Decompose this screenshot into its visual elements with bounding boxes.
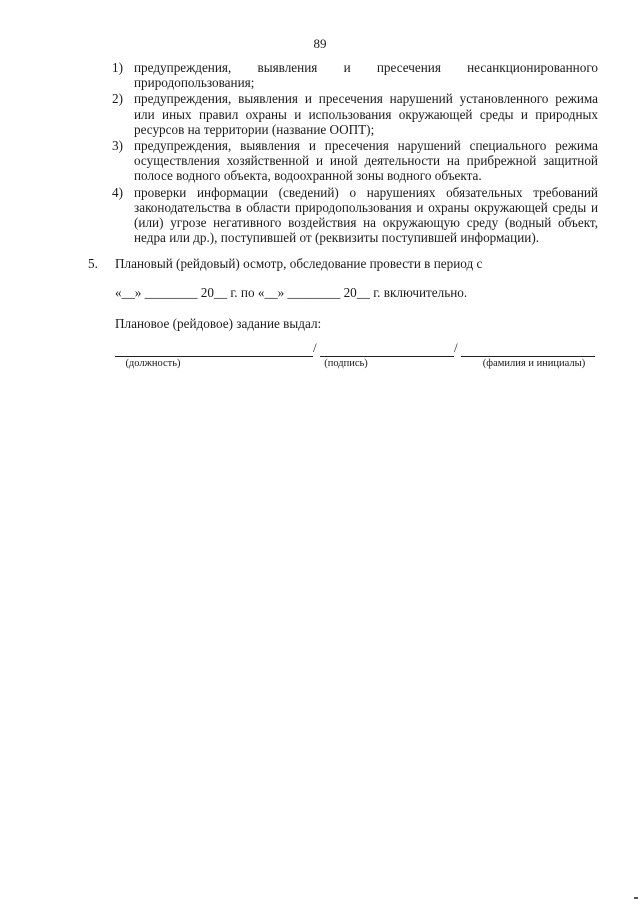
list-item — [112, 91, 598, 137]
list-item-number: 4) — [112, 184, 123, 200]
signature-separator: / — [313, 340, 317, 355]
name-caption: (фамилия и инициалы) — [482, 358, 586, 369]
page-number: 89 — [313, 36, 327, 51]
purpose-list — [112, 60, 598, 246]
signature-caption: (подпись) — [324, 358, 368, 369]
section-5 — [88, 256, 598, 271]
position-caption: (должность) — [125, 358, 181, 369]
list-item-number: 2) — [112, 91, 123, 107]
list-item-text: предупреждения, выявления и пресечения нарушений установленного режима или иных правил охраны и использования окружающей среды и природных ресурсов на территории (название ООПТ); — [134, 91, 598, 137]
list-item-text: предупреждения, выявления и пресечения нарушений специального режима осуществления хозяйственной и иной деятельности на прибрежной защитной полосе водного объекта, водоохранной зоны водного объекта. — [134, 138, 598, 184]
position-line — [115, 356, 313, 357]
signature-line — [320, 356, 454, 357]
list-item-text: предупреждения, выявления и пресечения несанкционированного природопользования; — [134, 60, 598, 91]
list-item-number: 3) — [112, 138, 123, 154]
section-number: 5. — [88, 256, 98, 271]
list-item-number: 1) — [112, 60, 123, 75]
list-item-text: проверки информации (сведений) о нарушениях обязательных требований законодательства в области природопользования и охраны окружающей среды и (или) угрозе негативного воздействия на окружающую среду (водный объект, недра или др.), поступившей от (реквизиты поступившей информации). — [134, 184, 598, 246]
section-text: Плановый (рейдовый) осмотр, обследование провести в период с — [115, 256, 483, 271]
signature-separator: / — [454, 340, 458, 355]
period-dates-line: «__» ________ 20__ г. по «__» ________ 20__ г. включительно. — [115, 285, 468, 300]
list-item — [112, 60, 598, 90]
name-line — [461, 356, 595, 357]
scan-edge-mark — [634, 897, 638, 899]
list-item — [112, 185, 598, 246]
issued-by-label: Плановое (рейдовое) задание выдал: — [115, 316, 322, 331]
list-item — [112, 138, 598, 184]
